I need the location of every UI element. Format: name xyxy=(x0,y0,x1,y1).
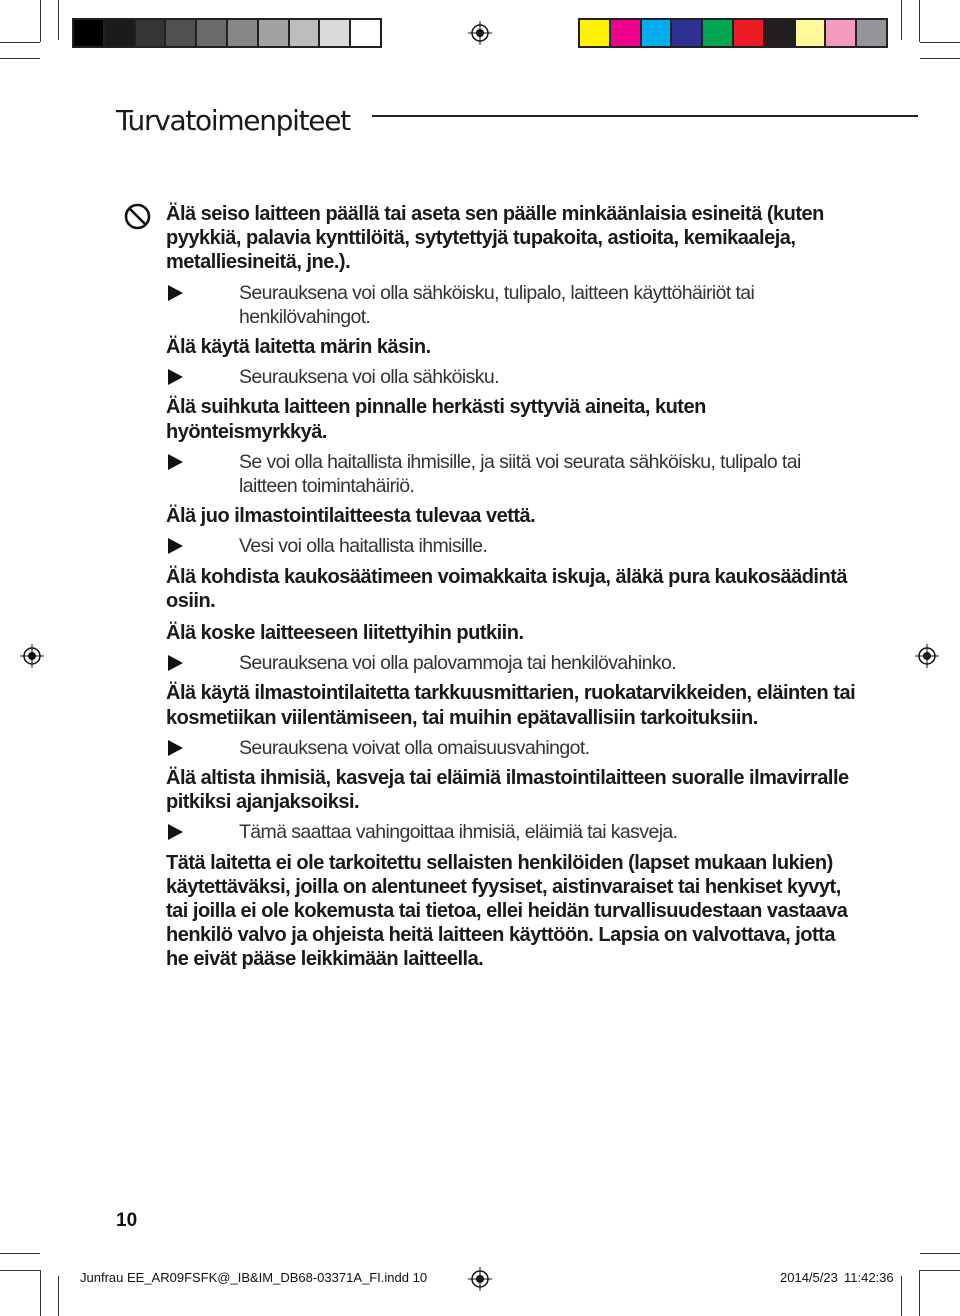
color-swatch xyxy=(763,20,794,46)
crop-mark xyxy=(58,0,59,40)
footer-filename: Junfrau EE_AR09FSFK@_IB&IM_DB68-03371A_FI.indd 10 xyxy=(80,1270,428,1285)
safety-item xyxy=(166,766,856,845)
grayscale-color-bar xyxy=(72,18,382,48)
crop-mark xyxy=(40,1270,41,1316)
color-swatch xyxy=(855,20,886,46)
consequence-text: Vesi voi olla haitallista ihmisille. xyxy=(166,534,856,558)
warning-text: Älä suihkuta laitteen pinnalle herkästi syttyviä aineita, kuten hyönteismyrkkyä. xyxy=(166,396,706,443)
safety-item xyxy=(166,565,856,613)
color-swatch xyxy=(794,20,825,46)
crop-mark xyxy=(0,58,40,59)
crop-mark xyxy=(920,58,960,59)
registration-mark-icon xyxy=(915,644,939,668)
color-swatch xyxy=(103,20,134,46)
crop-mark xyxy=(0,1270,40,1271)
registration-mark-icon xyxy=(468,21,492,45)
safety-item xyxy=(166,621,856,675)
consequence-text: Se voi olla haitallista ihmisille, ja siitä voi seurata sähköisku, tulipalo tai laitteen toimintahäiriö. xyxy=(166,450,856,498)
safety-list xyxy=(166,202,856,978)
color-swatch xyxy=(640,20,671,46)
warning-text: Älä käytä ilmastointilaitetta tarkkuusmittarien, ruokatarvikkeiden, eläinten tai kosmetiikan viilentämiseen, tai muihin epätavallisiin tarkoituksiin. xyxy=(166,682,856,729)
right-triangle-icon xyxy=(168,369,183,385)
color-swatch xyxy=(732,20,763,46)
right-triangle-icon xyxy=(168,824,183,840)
crop-mark xyxy=(920,42,960,43)
warning-text: Älä koske laitteeseen liitettyihin putkiin. xyxy=(166,622,524,645)
registration-mark-icon xyxy=(20,644,44,668)
crop-mark xyxy=(920,1270,960,1271)
color-swatch xyxy=(609,20,640,46)
crop-mark xyxy=(0,42,40,43)
safety-item xyxy=(166,335,856,389)
footer-date: 2014/5/23 xyxy=(780,1270,838,1285)
color-swatch xyxy=(670,20,701,46)
warning-text: Älä altista ihmisiä, kasveja tai eläimiä ilmastointilaitteen suoralle ilmavirralle pitkiksi ajanjaksoiksi. xyxy=(166,767,849,814)
consequence-text: Seurauksena voi olla palovammoja tai henkilövahinko. xyxy=(166,651,856,675)
warning-text: Älä käytä laitetta märin käsin. xyxy=(166,336,431,359)
warning-text: Älä kohdista kaukosäätimeen voimakkaita iskuja, äläkä pura kaukosäädintä osiin. xyxy=(166,565,847,612)
color-swatch xyxy=(701,20,732,46)
color-swatch xyxy=(318,20,349,46)
crop-mark xyxy=(901,0,902,40)
crop-mark xyxy=(901,1276,902,1316)
color-swatch xyxy=(824,20,855,46)
right-triangle-icon xyxy=(168,285,183,301)
color-swatch xyxy=(288,20,319,46)
right-triangle-icon xyxy=(168,740,183,756)
registration-mark-icon xyxy=(468,1267,492,1291)
color-swatch xyxy=(195,20,226,46)
safety-item xyxy=(166,504,856,558)
crop-mark xyxy=(919,0,920,42)
no-entry-circle-icon xyxy=(124,203,151,230)
page-number: 10 xyxy=(116,1210,138,1231)
process-color-bar xyxy=(578,18,888,48)
footer-time: 11:42:36 xyxy=(844,1270,894,1285)
color-swatch xyxy=(134,20,165,46)
title-rule xyxy=(372,115,918,117)
consequence-text: Seurauksena voi olla sähköisku. xyxy=(166,365,856,389)
consequence-text: Seurauksena voi olla sähköisku, tulipalo, laitteen käyttöhäiriöt tai henkilövahingot. xyxy=(166,281,856,329)
color-swatch xyxy=(580,20,609,46)
consequence-text: Seurauksena voivat olla omaisuusvahingot. xyxy=(166,736,856,760)
color-swatch xyxy=(257,20,288,46)
page-title: Turvatoimenpiteet xyxy=(116,104,350,137)
right-triangle-icon xyxy=(168,454,183,470)
warning-text: Älä seiso laitteen päällä tai aseta sen päälle minkäänlaisia esineitä (kuten pyykkiä, palavia kynttilöitä, sytytettyjä tupakoita, astioita, kemikaaleja, metalliesineitä, jne.). xyxy=(166,203,824,274)
warning-text: Älä juo ilmastointilaitteesta tulevaa vettä. xyxy=(166,505,536,528)
safety-item xyxy=(166,681,856,760)
right-triangle-icon xyxy=(168,655,183,671)
crop-mark xyxy=(58,1276,59,1316)
crop-mark xyxy=(0,1253,40,1254)
crop-mark xyxy=(919,1270,920,1316)
color-swatch xyxy=(226,20,257,46)
crop-mark xyxy=(40,0,41,42)
consequence-text: Tämä saattaa vahingoittaa ihmisiä, eläimiä tai kasveja. xyxy=(166,820,856,844)
color-swatch xyxy=(349,20,380,46)
crop-mark xyxy=(920,1253,960,1254)
warning-text: Tätä laitetta ei ole tarkoitettu sellaisten henkilöiden (lapset mukaan lukien) käytettäväksi, joilla on alentuneet fyysiset, aistinvaraiset tai henkiset kyvyt, tai joilla ei ole kokemusta tai tietoa, ellei heidän turvallisuudestaan vastaava henkilö valvo ja ohjeista heitä laitteen käyttöön. Lapsia on valvottava, jotta he eivät pääse leikkimään laitteella. xyxy=(166,851,848,971)
color-swatch xyxy=(164,20,195,46)
color-swatch xyxy=(74,20,103,46)
safety-item xyxy=(166,395,856,498)
safety-item xyxy=(166,202,856,329)
right-triangle-icon xyxy=(168,538,183,554)
safety-item xyxy=(166,851,856,972)
